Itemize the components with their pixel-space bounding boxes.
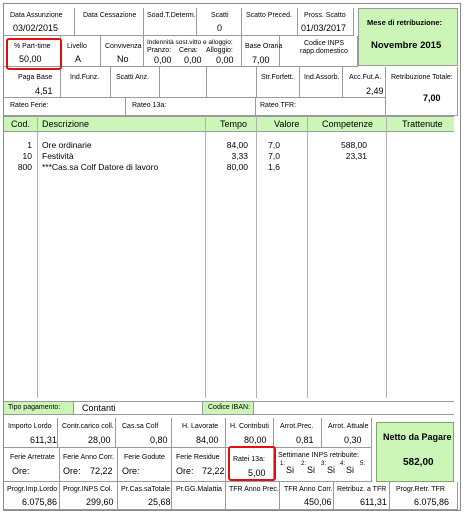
cena-value: 0,00: [184, 55, 202, 65]
livello-value: A: [75, 54, 82, 64]
part-time-label: % Part-time: [14, 43, 51, 50]
row-cod: 1: [27, 140, 32, 150]
settimane-cell: [274, 448, 372, 482]
h-lavorate-value: 84,00: [196, 435, 219, 445]
pr-cas-totale-cell: [118, 482, 172, 510]
cas-colf-label: Cas.sa Colf: [122, 423, 159, 430]
settimana-val: Si: [286, 465, 295, 475]
col-competenze: Competenze: [322, 119, 374, 129]
indennita-label: Indennità sost.vitto e alloggio:: [147, 39, 233, 46]
ferie-godute-sub: Ore:: [122, 466, 140, 476]
retribuz-tfr-value: 611,31: [360, 497, 387, 507]
paga-base-cell: [4, 67, 61, 98]
tfr-anno-corr-label: TFR Anno Corr.: [284, 486, 333, 493]
arrot-prec-value: 0,81: [296, 435, 314, 445]
ferie-arretrate-label: Ferie Arretrate: [10, 454, 55, 461]
arrot-prec-label: Arrot.Prec.: [280, 423, 314, 430]
alloggio-label: Alloggio:: [206, 47, 233, 54]
ind-assorb-cell: [300, 67, 343, 98]
data-cessazione-label: Data Cessazione: [83, 12, 137, 19]
progr-inps-label: Progr.INPS Col.: [63, 486, 113, 493]
livello-cell: [61, 36, 101, 67]
progr-retr-tfr-cell: [390, 482, 458, 510]
contr-carico-value: 28,00: [88, 435, 111, 445]
progr-retr-tfr-label: Progr.Retr. TFR: [396, 486, 445, 493]
row-cod: 10: [22, 151, 32, 161]
row-descrizione: Ore ordinarie: [42, 140, 92, 150]
ferie-residue-value: 72,22: [202, 466, 225, 476]
acc-fut-value: 2,49: [366, 86, 384, 96]
importo-lordo-value: 611,31: [30, 435, 57, 445]
livello-label: Livello: [67, 43, 87, 50]
ratei-13a-highlight: [228, 446, 276, 481]
part-time-value: 50,00: [19, 54, 42, 64]
codice-inps-label: Codice INPS: [304, 40, 345, 47]
netto-value: 582,00: [403, 457, 434, 468]
rateo-ferie-cell: [4, 98, 126, 116]
contr-carico-label: Contr.carico coll.: [62, 423, 114, 430]
data-cessazione-cell: [75, 8, 144, 36]
row-descrizione: Festività: [42, 151, 74, 161]
ferie-arretrate-sub: Ore:: [12, 466, 30, 476]
scatti-value: 0: [217, 23, 223, 33]
progr-imp-lordo-value: 6.075,86: [22, 497, 58, 507]
pranzo-value: 0,00: [154, 55, 172, 65]
row-competenze: 588,00: [341, 140, 367, 150]
settimane-label: Settimane INPS retribuite:: [278, 452, 359, 459]
pr-gg-malattia-label: Pr.GG.Malattia: [176, 486, 222, 493]
pross-scatto-label: Pross. Scatto: [304, 12, 346, 19]
str-forfett-cell: [257, 67, 300, 98]
settimana-num: 2:: [301, 461, 307, 467]
base-oraria-label: Base Oraria: [245, 43, 283, 50]
data-assunzione-label: Data Assunzione: [10, 12, 63, 19]
ferie-anno-value: 72,22: [90, 466, 113, 476]
data-assunzione-value: 03/02/2015: [13, 23, 59, 33]
col-trattenute: Trattenute: [402, 119, 443, 129]
paga-base-label: Paga Base: [18, 74, 53, 81]
arrot-attuale-label: Arrot. Attuale: [328, 423, 369, 430]
payment-row: [4, 401, 454, 415]
row-valore: 7,0: [268, 151, 280, 161]
row-descrizione: ***Cas.sa Colf Datore di lavoro: [42, 162, 159, 172]
ferie-anno-label: Ferie Anno Corr.: [63, 454, 114, 461]
arrot-attuale-cell: [322, 418, 372, 448]
retribuz-tfr-label: Retribuz. a TFR: [337, 486, 387, 493]
tfr-anno-corr-value: 450,06: [304, 497, 332, 507]
row-tempo: 80,00: [226, 162, 248, 172]
retribuzione-totale-label: Retribuzione Totale:: [391, 74, 453, 81]
h-contributi-label: H. Contributi: [230, 423, 269, 430]
iban-label: Codice IBAN:: [208, 404, 251, 411]
soad-cell: [144, 8, 197, 36]
pross-scatto-value: 01/03/2017: [301, 23, 347, 33]
base-oraria-value: 7,00: [252, 55, 270, 65]
ratei-13a-label: Ratei 13a:: [233, 456, 265, 463]
acc-fut-label: Acc.Fut.A.: [349, 74, 382, 81]
row-tempo: 84,00: [226, 140, 248, 150]
ferie-arretrate-cell: [4, 448, 60, 482]
progr-imp-lordo-cell: [4, 482, 60, 510]
scatti-anz-cell: [111, 67, 160, 98]
tipo-pagamento-label-box: [4, 402, 74, 414]
h-lavorate-label: H. Lavorate: [182, 423, 219, 430]
netto-label: Netto da Pagare: [383, 432, 452, 442]
ind-funz-cell: [61, 67, 111, 98]
pross-scatto-cell: [298, 8, 354, 36]
str-forfett-label: Str.Forfett.: [261, 74, 294, 81]
codice-inps-cell: [280, 36, 358, 67]
ferie-anno-sub: Ore:: [63, 466, 81, 476]
row-tempo: 3,33: [231, 151, 248, 161]
ferie-anno-cell: [60, 448, 118, 482]
h-contributi-value: 80,00: [244, 435, 267, 445]
settimana-val: Si: [327, 465, 336, 475]
ratei-13a-value: 5,00: [248, 468, 266, 478]
h-contributi-cell: [226, 418, 274, 448]
retribuz-tfr-cell: [334, 482, 390, 510]
blank-cell-2: [207, 67, 257, 98]
iban-label-box: [202, 402, 254, 414]
rateo-13a-label: Rateo 13a:: [132, 102, 167, 109]
retribuzione-totale-cell: [386, 67, 458, 116]
ferie-godute-label: Ferie Godute: [124, 454, 165, 461]
mese-retribuzione-value: Novembre 2015: [371, 40, 442, 51]
ferie-residue-label: Ferie Residue: [176, 454, 220, 461]
table-row: [4, 162, 454, 174]
settimana-val: Si: [307, 465, 316, 475]
settimana-num: 5:: [360, 461, 366, 467]
tipo-pagamento-label: Tipo pagamento:: [8, 404, 61, 411]
h-lavorate-cell: [172, 418, 226, 448]
arrot-attuale-value: 0,30: [344, 435, 362, 445]
tfr-anno-prec-label: TFR Anno Prec.: [229, 486, 279, 493]
row-competenze: 23,31: [345, 151, 367, 161]
tipo-pagamento-value: Contanti: [82, 403, 116, 413]
contr-carico-cell: [58, 418, 116, 448]
rateo-tfr-label: Rateo TFR:: [260, 102, 297, 109]
scatto-preced-label: Scatto Preced.: [246, 12, 292, 19]
pranzo-label: Pranzo:: [147, 47, 172, 54]
scatti-cell: [197, 8, 242, 36]
tfr-anno-corr-cell: [280, 482, 334, 510]
row-cod: 800: [17, 162, 32, 172]
rateo-13a-cell: [126, 98, 256, 116]
progr-inps-cell: [60, 482, 118, 510]
mese-retribuzione-label: Mese di retribuzione:: [367, 18, 443, 27]
alloggio-value: 0,00: [216, 55, 234, 65]
ind-assorb-label: Ind.Assorb.: [304, 74, 340, 81]
settimana-num: 4:: [340, 461, 346, 467]
retribuzione-totale-value: 7,00: [423, 93, 441, 103]
progr-imp-lordo-label: Progr.Imp.Lordo: [7, 486, 58, 493]
scatti-anz-label: Scatti Anz.: [116, 74, 150, 81]
acc-fut-cell: [343, 67, 386, 98]
cas-colf-cell: [116, 418, 172, 448]
convivenza-value: No: [117, 54, 129, 64]
paga-base-value: 4,51: [35, 86, 53, 96]
cas-colf-value: 0,80: [150, 435, 168, 445]
pr-cas-totale-label: Pr.Cas.saTotale: [121, 486, 171, 493]
col-valore: Valore: [274, 119, 300, 129]
arrot-prec-cell: [274, 418, 322, 448]
ferie-godute-cell: [118, 448, 172, 482]
codice-inps-label2: rapp.domestico: [300, 48, 348, 55]
rateo-tfr-cell: [256, 98, 386, 116]
netto-box: [376, 422, 454, 482]
pr-cas-totale-value: 25,68: [148, 497, 171, 507]
ferie-residue-sub: Ore:: [176, 466, 194, 476]
data-assunzione-cell: [4, 8, 75, 36]
settimana-val: Si: [346, 465, 355, 475]
importo-lordo-cell: [4, 418, 58, 448]
convivenza-cell: [101, 36, 144, 67]
part-time-highlight: [6, 38, 62, 70]
progr-inps-value: 299,60: [86, 497, 114, 507]
settimana-num: 3:: [321, 461, 327, 467]
settimana-num: 1:: [280, 461, 286, 467]
scatto-preced-cell: [242, 8, 298, 36]
convivenza-label: Convivenza: [105, 43, 142, 50]
importo-lordo-label: Importo Lordo: [8, 423, 52, 430]
col-cod: Cod.: [11, 119, 31, 129]
scatti-label: Scatti: [211, 12, 229, 19]
rateo-ferie-label: Rateo Ferie:: [10, 102, 49, 109]
progr-retr-tfr-value: 6.075,86: [414, 497, 450, 507]
mese-retribuzione-box: [358, 8, 458, 66]
cena-label: Cena:: [179, 47, 198, 54]
ferie-residue-cell: [172, 448, 226, 482]
col-tempo: Tempo: [220, 119, 248, 129]
indennita-cell: [144, 36, 242, 67]
col-descrizione: Descrizione: [42, 119, 90, 129]
pr-gg-malattia-cell: [172, 482, 226, 510]
blank-cell-1: [160, 67, 207, 98]
base-oraria-cell: [242, 36, 283, 67]
tfr-anno-prec-cell: [226, 482, 280, 510]
row-valore: 1,6: [268, 162, 280, 172]
ind-funz-label: Ind.Funz.: [70, 74, 100, 81]
row-valore: 7,0: [268, 140, 280, 150]
soad-label: Soad.T.Determ.: [147, 12, 196, 19]
